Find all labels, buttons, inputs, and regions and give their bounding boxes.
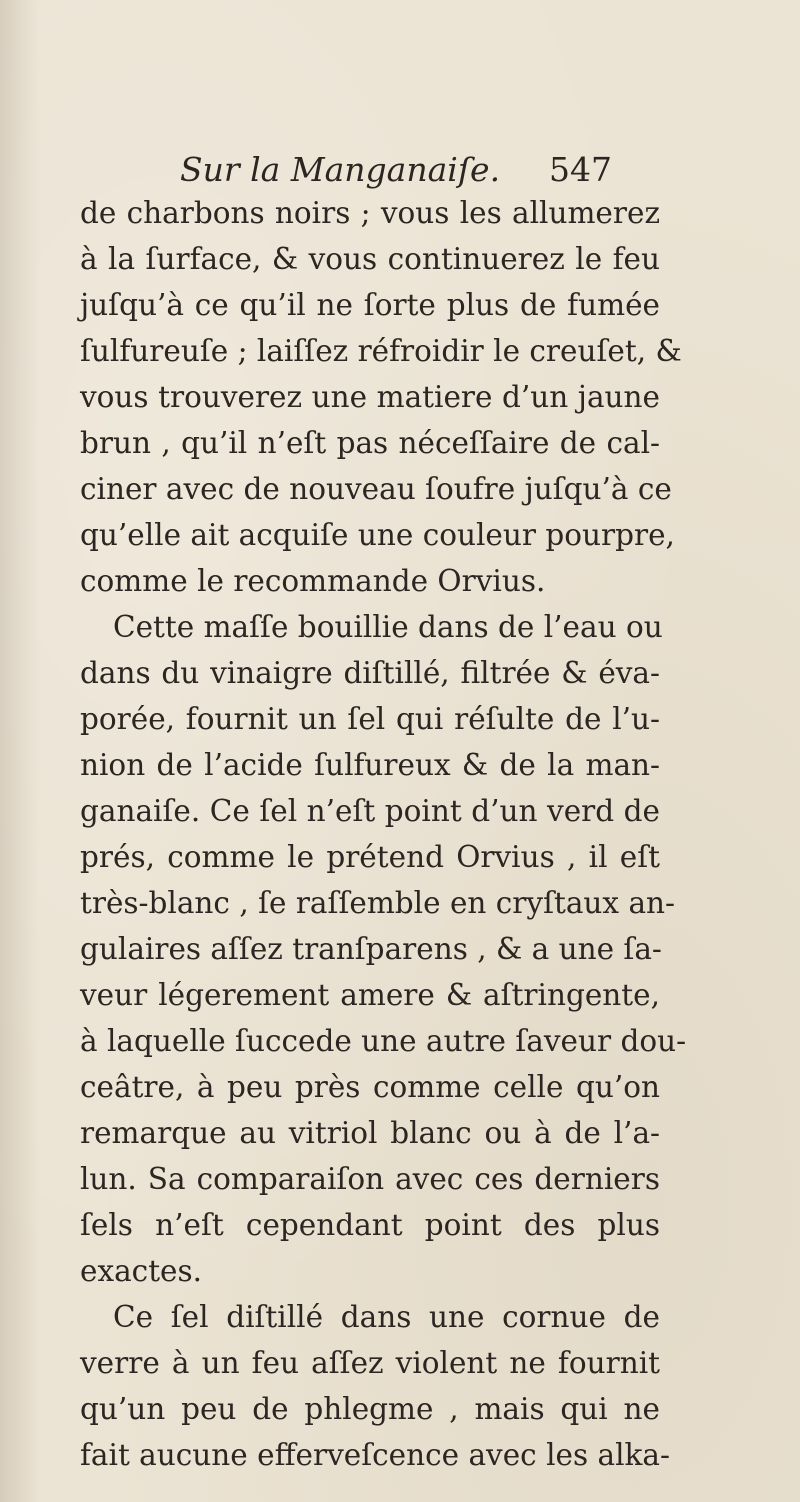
text-line: de charbons noirs ; vous les allumerez	[80, 196, 660, 230]
text-line: brun , qu’il n’eſt pas néceſſaire de cal-	[80, 426, 660, 460]
text-line: à laquelle ſuccede une autre ſaveur dou-	[80, 1024, 687, 1058]
text-line: à la ſurface, & vous continuerez le feu	[80, 242, 660, 276]
text-line: ciner avec de nouveau ſoufre juſqu’à ce	[80, 472, 672, 506]
paragraph-start-line: Cette maſſe bouillie dans de l’eau ou	[113, 610, 663, 644]
paragraph-start-line: Ce ſel diſtillé dans une cornue de	[113, 1300, 660, 1334]
text-line: prés, comme le prétend Orvius , il eſt	[80, 840, 660, 874]
text-line: lun. Sa comparaiſon avec ces derniers	[80, 1162, 660, 1196]
text-line: ſels n’eſt cependant point des plus	[80, 1208, 660, 1242]
text-line: gulaires aſſez tranſparens , & a une ſa-	[80, 932, 662, 966]
running-title: Sur la Manganaiſe.	[180, 150, 501, 189]
body-text	[80, 190, 687, 1478]
text-line: dans du vinaigre diſtillé, filtrée & éva-	[80, 656, 660, 690]
text-line: nion de l’acide ſulfureux & de la man-	[80, 748, 660, 782]
page-number: 547	[549, 150, 612, 189]
text-line: qu’un peu de phlegme , mais qui ne	[80, 1392, 660, 1426]
text-line: veur légerement amere & aſtringente,	[80, 978, 660, 1012]
text-line: ganaiſe. Ce ſel n’eſt point d’un verd de	[80, 794, 660, 828]
text-line: juſqu’à ce qu’il ne ſorte plus de fumée	[80, 288, 660, 322]
text-line: ceâtre, à peu près comme celle qu’on	[80, 1070, 660, 1104]
text-line: vous trouverez une matiere d’un jaune	[80, 380, 660, 414]
text-line: remarque au vitriol blanc ou à de l’a-	[80, 1116, 660, 1150]
text-line: très-blanc , ſe raſſemble en cryſtaux an-	[80, 886, 675, 920]
text-line: exactes.	[80, 1254, 203, 1288]
text-line: comme le recommande Orvius.	[80, 564, 546, 598]
page-header	[0, 150, 800, 190]
text-line: qu’elle ait acquiſe une couleur pourpre,	[80, 518, 675, 552]
text-line: ſulfureuſe ; laiſſez réfroidir le creuſet, &	[80, 334, 682, 368]
gutter-shadow	[0, 0, 40, 1502]
text-line: porée, fournit un ſel qui réſulte de l’u-	[80, 702, 660, 736]
text-line: verre à un feu aſſez violent ne fournit	[80, 1346, 660, 1380]
text-line: fait aucune efferveſcence avec les alka-	[80, 1438, 670, 1472]
